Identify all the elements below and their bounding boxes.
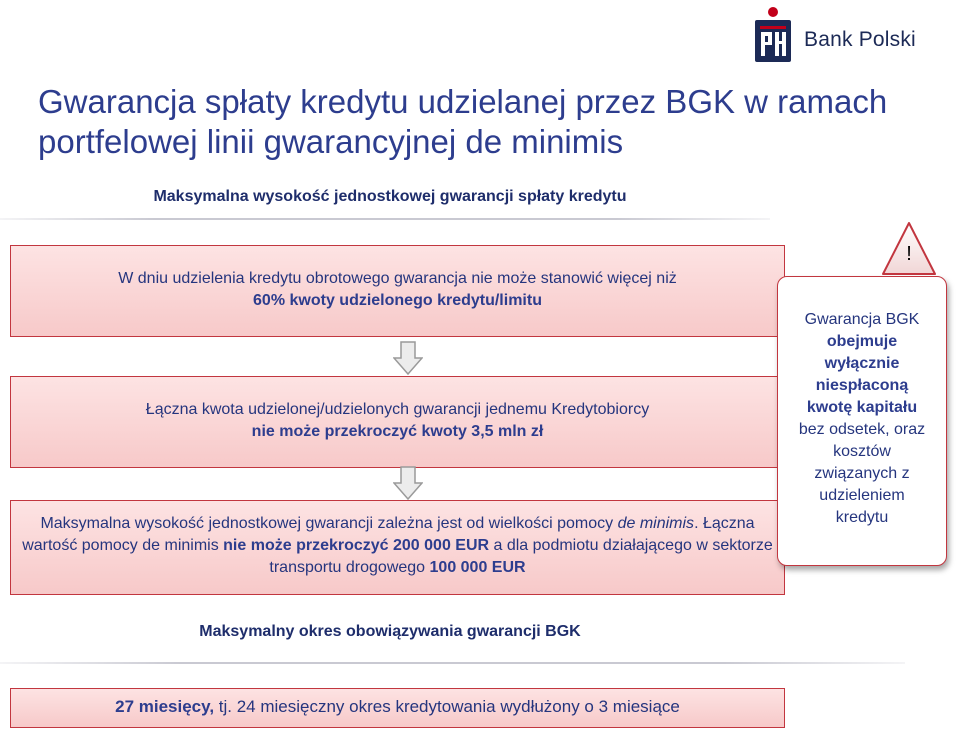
box3-bold-100000: 100 000 EUR [429, 559, 526, 576]
box4-rest: tj. 24 miesięczny okres kredytowania wydłużony o 3 miesiące [214, 697, 680, 716]
box2-line1: Łączna kwota udzielonej/udzielonych gwarancji jednemu Kredytobiorcy [145, 401, 650, 418]
note-line: Gwarancja BGK [804, 311, 920, 328]
note-line: udzieleniem [819, 487, 905, 504]
note-line: kredytu [835, 509, 889, 526]
box3-text-2: . Łączna wartość pomocy de minimis [22, 515, 755, 554]
box3-text-3: a dla podmiotu działającego w sektorze transportu drogowego [269, 537, 773, 576]
box1-line1: W dniu udzielenia kredytu obrotowego gwarancja nie może stanowić więcej niż [118, 270, 677, 287]
divider [0, 218, 770, 220]
section-heading-max-period: Maksymalny okres obowiązywania gwarancji BGK [199, 623, 581, 640]
note-line-bold: obejmuje [826, 333, 898, 350]
info-box-de-minimis [10, 500, 785, 595]
warning-icon [880, 220, 938, 278]
info-box-3-5-mln [10, 376, 785, 468]
divider [0, 662, 905, 664]
warning-mark: ! [906, 243, 912, 265]
note-box [777, 276, 947, 566]
page-title: Gwarancja spłaty kredytu udzielanej przez BGK w ramach portfelowej linii gwarancyjnej de minimis [38, 83, 888, 160]
note-line-bold: kwotę kapitału [806, 399, 918, 416]
down-arrow-icon [393, 466, 423, 500]
info-box-60-percent [10, 245, 785, 337]
note-line: kosztów [833, 443, 891, 460]
info-box-27-months [10, 688, 785, 728]
note-line: bez odsetek, oraz [798, 421, 926, 438]
box3-bold-200000: nie może przekroczyć 200 000 EUR [223, 537, 490, 554]
box3-text-1: Maksymalna wysokość jednostkowej gwarancji zależna jest od wielkości pomocy [40, 515, 618, 532]
note-line-bold: wyłącznie [824, 355, 900, 372]
note-line-bold: niespłaconą [815, 377, 909, 394]
box1-line2: 60% kwoty udzielonego kredytu/limitu [253, 292, 542, 309]
box3-italic: de minimis [617, 515, 695, 532]
box4-bold: 27 miesięcy, [115, 697, 215, 716]
section-heading-max-amount: Maksymalna wysokość jednostkowej gwarancji spłaty kredytu [153, 188, 627, 205]
down-arrow-icon [393, 341, 423, 375]
pko-logo-icon [752, 6, 794, 64]
box2-line2: nie może przekroczyć kwoty 3,5 mln zł [251, 423, 544, 440]
logo-text: Bank Polski [804, 28, 916, 51]
bank-logo [752, 6, 916, 64]
note-line: związanych z [814, 465, 910, 482]
